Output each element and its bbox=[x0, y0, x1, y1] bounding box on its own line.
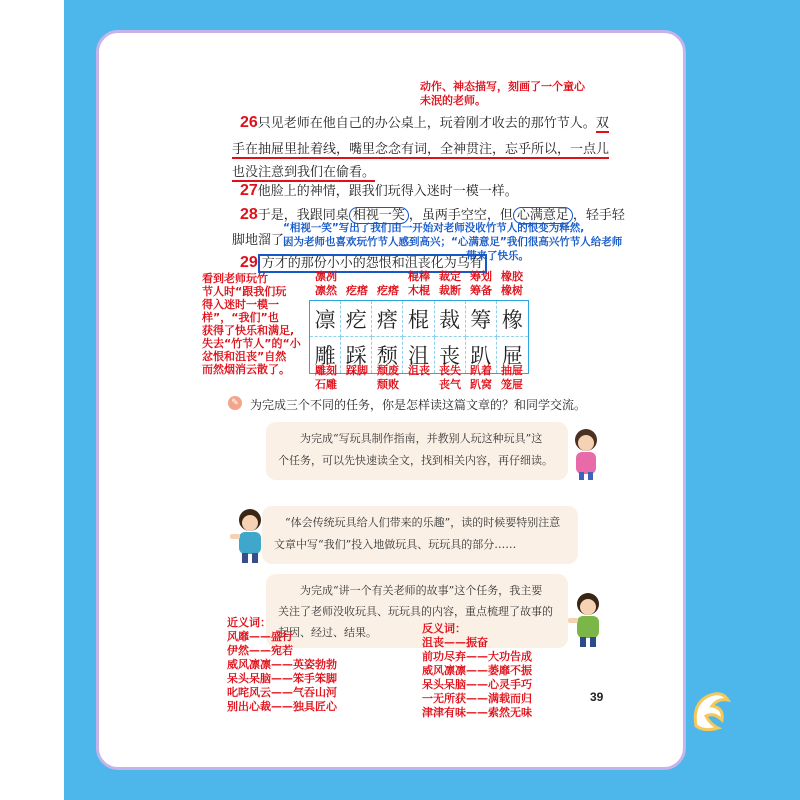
antonym-item: 津津有味——索然无味 bbox=[422, 706, 532, 719]
vocab-words-bottom bbox=[496, 364, 528, 392]
vocab-words-top bbox=[310, 270, 342, 298]
synonym-item: 别出心裁——独具匠心 bbox=[227, 700, 337, 713]
vocab-words-top bbox=[434, 270, 466, 298]
vocab-word: 棍棒 bbox=[408, 270, 430, 283]
vocab-word: 筹备 bbox=[470, 284, 492, 297]
vocab-word: 颓废 bbox=[377, 364, 399, 377]
character-grid bbox=[309, 300, 529, 374]
grid-char: 颓 bbox=[372, 337, 403, 373]
vocab-word: 凛然 bbox=[315, 284, 337, 297]
annotation-side-line: 样”，“我们”也 bbox=[202, 311, 279, 324]
vocab-word: 木棍 bbox=[408, 284, 430, 297]
annotation-blue-line3: 带来了快乐。 bbox=[466, 250, 529, 262]
paragraph-number: 29 bbox=[240, 254, 258, 271]
antonym-item: 威风凛凛——萎靡不振 bbox=[422, 664, 532, 677]
annotation-side-line: 节人时“跟我们玩 bbox=[202, 285, 287, 298]
grid-char: 筹 bbox=[466, 301, 497, 337]
annotation-top-line1: 动作、神态描写，刻画了一个童心 bbox=[420, 80, 585, 93]
bubble-line: 个任务，可以先快速读全文，找到相关内容，再仔细读。 bbox=[278, 454, 553, 467]
bubble-line: 起因、经过、结果。 bbox=[278, 626, 377, 639]
vocab-word: 雕刻 bbox=[315, 364, 337, 377]
grid-char: 趴 bbox=[466, 337, 497, 373]
underlined-text: 也没注意到我们在偷看。 bbox=[232, 165, 376, 180]
vocab-word: 丧气 bbox=[439, 378, 461, 391]
paragraph-number: 27 bbox=[240, 182, 258, 199]
vocab-word: 趴着 bbox=[470, 364, 492, 377]
vocab-word: 沮丧 bbox=[408, 364, 430, 377]
circled-phrase: 心满意足 bbox=[513, 207, 573, 224]
annotation-side bbox=[202, 272, 301, 376]
grid-char: 橡 bbox=[497, 301, 528, 337]
annotation-blue-line2: 因为老师也喜欢玩竹节人感到高兴；“心满意足”我们很高兴竹节人给老师 bbox=[283, 236, 623, 248]
vocab-word: 裁定 bbox=[439, 270, 461, 283]
vocab-word: 丧失 bbox=[439, 364, 461, 377]
paragraph-text: 他脸上的神情，跟我们玩得入迷时一模一样。 bbox=[257, 184, 518, 199]
paragraph-28-line2: 脚地溜了。 bbox=[232, 233, 298, 248]
speech-bubble-2 bbox=[262, 506, 578, 564]
paragraph-number: 28 bbox=[240, 206, 258, 223]
vocab-word: 橡胶 bbox=[501, 270, 523, 283]
paragraph-text: ，虽两手空空，但 bbox=[408, 208, 513, 223]
paragraph-26-line3 bbox=[232, 161, 375, 180]
page-number: 39 bbox=[590, 690, 604, 704]
page-margin-left bbox=[0, 0, 64, 800]
girl-avatar-icon bbox=[564, 426, 608, 482]
vocab-words-top bbox=[341, 284, 373, 298]
annotation-side-line: 忿恨和沮丧”自然 bbox=[202, 350, 287, 363]
circled-phrase: 相视一笑 bbox=[349, 207, 409, 224]
vocab-words-bottom bbox=[465, 364, 497, 392]
speech-bubble-1 bbox=[266, 422, 568, 480]
grid-char: 裁 bbox=[435, 301, 466, 337]
annotation-side-line: 得入迷时一模一 bbox=[202, 298, 279, 311]
vocab-words-top bbox=[403, 270, 435, 298]
synonym-item: 叱咤风云——气吞山河 bbox=[227, 686, 337, 699]
annotation-top-line2: 未泯的老师。 bbox=[420, 94, 486, 107]
paragraph-29 bbox=[240, 252, 487, 272]
grid-char: 丧 bbox=[435, 337, 466, 373]
vocab-word: 橡树 bbox=[501, 284, 523, 297]
annotation-side-line: 获得了快乐和满足, bbox=[202, 324, 295, 337]
synonym-item: 呆头呆脑——笨手笨脚 bbox=[227, 672, 337, 685]
vocab-words-top bbox=[465, 270, 497, 298]
vocab-words-bottom bbox=[341, 364, 373, 378]
underlined-text: 手在抽屉里扯着线，嘴里念念有词，全神贯注，忘乎所以，一点儿 bbox=[232, 142, 610, 157]
paragraph-text: ，轻手轻 bbox=[572, 208, 625, 223]
paragraph-26-line2 bbox=[232, 138, 609, 157]
synonyms-title: 近义词： bbox=[227, 616, 271, 629]
boy-avatar-icon-2 bbox=[566, 590, 610, 650]
bubble-line: 关注了老师没收玩具、玩玩具的内容，重点梳理了故事的 bbox=[278, 605, 553, 618]
grid-char: 瘩 bbox=[372, 301, 403, 337]
boxed-text: 方才的那份小小的怨恨和沮丧化为乌有 bbox=[258, 254, 487, 273]
synonym-item: 风靡——盛行 bbox=[227, 630, 293, 643]
vocab-word: 凛冽 bbox=[315, 270, 337, 283]
antonym-item: 沮丧——振奋 bbox=[422, 636, 488, 649]
bubble-line: 为完成“写玩具制作指南，并教别人玩这种玩具”这 bbox=[300, 432, 543, 445]
vocab-words-bottom bbox=[310, 364, 342, 392]
underlined-text: 双 bbox=[595, 116, 609, 131]
grid-char: 棍 bbox=[403, 301, 434, 337]
boy-avatar-icon bbox=[226, 506, 270, 566]
antonym-item: 呆头呆脑——心灵手巧 bbox=[422, 678, 532, 691]
paragraph-text: 于是，我跟同桌 bbox=[257, 208, 349, 223]
vocab-word: 筹划 bbox=[470, 270, 492, 283]
annotation-side-line: 而然烟消云散了。 bbox=[202, 363, 290, 376]
grid-char: 疙 bbox=[341, 301, 372, 337]
antonyms-list bbox=[422, 622, 532, 720]
vocab-word: 疙瘩 bbox=[377, 284, 399, 297]
annotation-blue-line1: “相视一笑”写出了我们由一开始对老师没收竹节人的恨变为释然, bbox=[283, 222, 585, 234]
synonyms-list bbox=[227, 616, 337, 714]
vocab-word: 趴窝 bbox=[470, 378, 492, 391]
antonyms-title: 反义词： bbox=[422, 622, 466, 635]
vocab-words-bottom bbox=[403, 364, 435, 378]
grid-char: 踩 bbox=[341, 337, 372, 373]
vocab-word: 踩脚 bbox=[346, 364, 368, 377]
synonym-item: 威风凛凛——英姿勃勃 bbox=[227, 658, 337, 671]
paragraph-26-line1 bbox=[240, 112, 609, 132]
synonym-item: 伊然——宛若 bbox=[227, 644, 293, 657]
grid-char: 沮 bbox=[403, 337, 434, 373]
bubble-line: “体会传统玩具给人们带来的乐趣”，读的时候要特别注意 bbox=[285, 516, 561, 529]
vocab-word: 石雕 bbox=[315, 378, 337, 391]
grid-char: 凛 bbox=[310, 301, 341, 337]
grid-char: 雕 bbox=[310, 337, 341, 373]
vocab-word: 疙瘩 bbox=[346, 284, 368, 297]
corner-deco-icon bbox=[688, 686, 738, 736]
question-bullet-icon: ✎ bbox=[228, 396, 242, 410]
paragraph-number: 26 bbox=[240, 114, 258, 131]
vocab-word: 颓败 bbox=[377, 378, 399, 391]
vocab-word: 裁断 bbox=[439, 284, 461, 297]
antonym-item: 前功尽弃——大功告成 bbox=[422, 650, 532, 663]
vocab-words-top bbox=[496, 270, 528, 298]
annotation-side-line: 失去“竹节人”的“小 bbox=[202, 337, 301, 350]
vocab-words-top bbox=[372, 284, 404, 298]
paragraph-28-line1 bbox=[240, 204, 625, 224]
question-text: 为完成三个不同的任务，你是怎样读这篇文章的？和同学交流。 bbox=[250, 398, 587, 412]
vocab-words-bottom bbox=[434, 364, 466, 392]
paragraph-27 bbox=[240, 180, 518, 200]
grid-char: 屉 bbox=[501, 344, 523, 368]
vocab-word: 笼屉 bbox=[501, 378, 523, 391]
vocab-words-bottom bbox=[372, 364, 404, 392]
annotation-side-line: 看到老师玩竹 bbox=[202, 272, 268, 285]
vocab-word: 抽屉 bbox=[501, 364, 523, 377]
bubble-line: 为完成“讲一个有关老师的故事”这个任务，我主要 bbox=[300, 584, 543, 597]
antonym-item: 一无所获——满载而归 bbox=[422, 692, 532, 705]
paragraph-text: 只见老师在他自己的办公桌上，玩着刚才收去的那竹节人。 bbox=[257, 116, 596, 131]
bubble-line: 文章中写“我们”投入地做玩具、玩玩具的部分…… bbox=[274, 538, 517, 551]
